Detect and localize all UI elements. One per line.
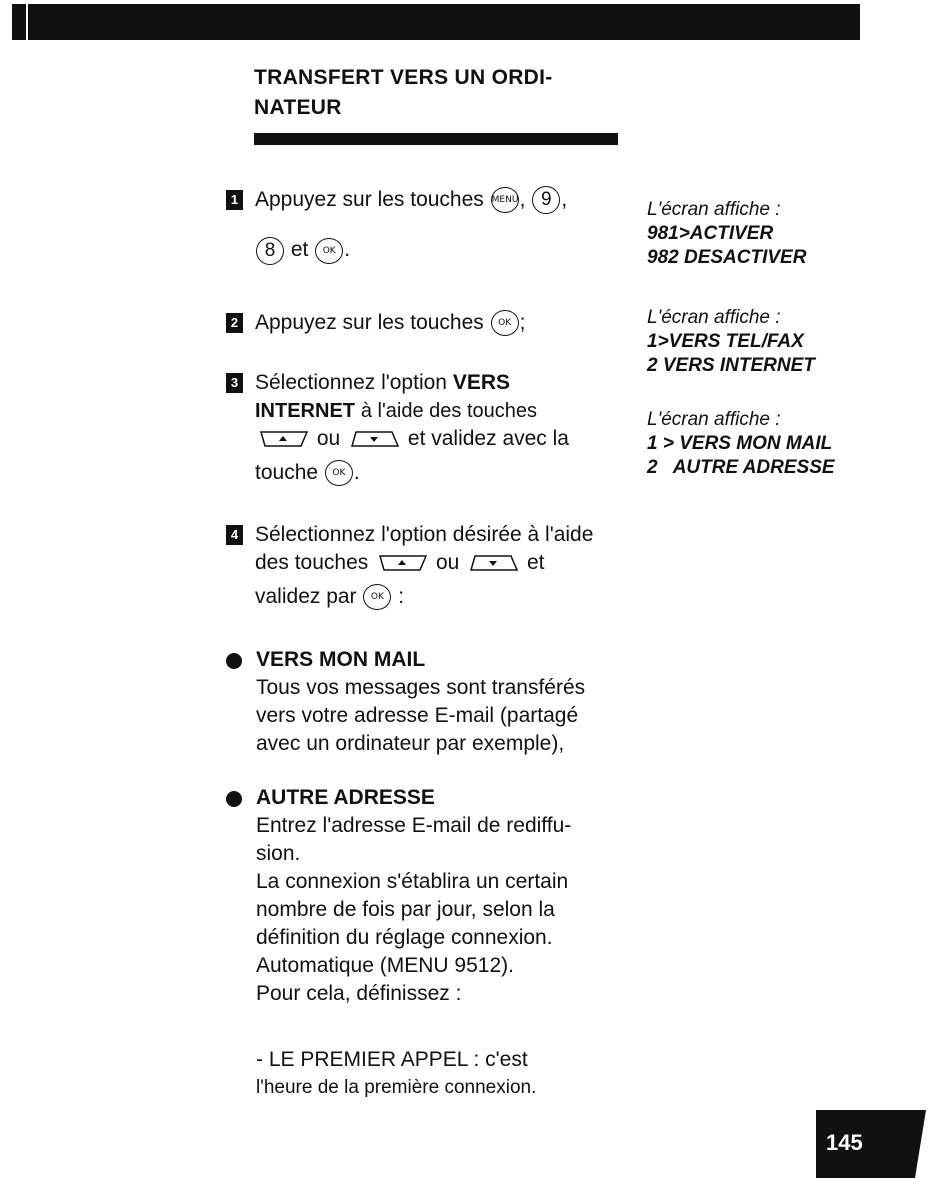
step-2 [226, 309, 626, 337]
option-line: Automatique (MENU 9512). [256, 954, 514, 977]
step-2-number: 2 [226, 313, 243, 333]
step-4-ou: ou [435, 551, 460, 574]
digit-8-key-icon: 8 [256, 237, 284, 265]
step-4-body [255, 521, 626, 617]
ok-key-icon: OK [315, 238, 343, 264]
option-line: sion. [256, 842, 301, 865]
step-4-et: et [526, 551, 545, 574]
option-autre-adresse [226, 784, 626, 1102]
title-underline-bar [254, 133, 618, 145]
step-1-et: et [290, 238, 309, 262]
step-4-text-c: validez par [255, 585, 357, 608]
step-3-text-d: touche [255, 461, 319, 484]
screen-value: 2 VERS INTERNET [647, 355, 815, 376]
screen-display-2 [647, 306, 907, 378]
section-title: TRANSFERT VERS UN ORDI- NATEUR [254, 66, 553, 119]
step-4-number: 4 [226, 525, 243, 545]
step-1-body: Appuyez sur les touches MENU, 9 , 8 et OK . [255, 186, 626, 265]
step-3-option-b: INTERNET [255, 400, 355, 422]
step-2-text: Appuyez sur les touches [255, 311, 484, 334]
ok-key-icon: OK [325, 460, 353, 486]
header-bar [12, 4, 860, 40]
option-autre-adresse-body [256, 784, 626, 1102]
option-vers-mon-mail-body [256, 646, 626, 758]
screen-value: 2 AUTRE ADRESSE [647, 457, 835, 478]
screen-label: L'écran affiche : [647, 409, 781, 430]
option-line: avec un ordinateur par exemple), [256, 732, 565, 755]
step-1-number: 1 [226, 190, 243, 210]
step-3-text-b: à l'aide des touches [360, 400, 538, 422]
bullet-icon [226, 791, 242, 807]
step-4-colon: : [398, 585, 405, 608]
digit-9-key-icon: 9 [532, 186, 560, 214]
step-1 [226, 186, 626, 265]
step-4-text-b: des touches [255, 551, 369, 574]
step-3-end: . [353, 461, 360, 484]
page-number: 145 [826, 1130, 863, 1155]
step-2-body [255, 309, 626, 337]
up-arrow-key-icon [376, 552, 428, 574]
screen-display-3 [647, 408, 907, 480]
option-line: Pour cela, définissez : [256, 982, 462, 1005]
option-heading: AUTRE ADRESSE [256, 786, 435, 809]
screen-label: L'écran affiche : [647, 307, 781, 328]
step-4 [226, 521, 626, 617]
step-3-option-a: VERS [452, 371, 511, 394]
down-arrow-key-icon [467, 552, 519, 574]
option-line: définition du réglage connexion. [256, 926, 553, 949]
step-3 [226, 369, 626, 493]
up-arrow-key-icon [257, 428, 309, 450]
step-3-number: 3 [226, 373, 243, 393]
screen-value: 1>VERS TEL/FAX [647, 331, 804, 352]
option-heading: VERS MON MAIL [256, 648, 426, 671]
screen-label: L'écran affiche : [647, 199, 781, 220]
step-1-text: Appuyez sur les touches [255, 188, 484, 211]
option-line: La connexion s'établira un certain [256, 870, 569, 893]
screen-display-1 [647, 198, 907, 270]
screen-value: 981>ACTIVER [647, 223, 774, 244]
bullet-icon [226, 653, 242, 669]
menu-key-icon: MENU [491, 187, 519, 213]
option-line: Entrez l'adresse E-mail de rediffu- [256, 814, 572, 837]
step-3-text-c: et validez avec la [407, 427, 569, 450]
step-2-semicolon: ; [519, 311, 526, 334]
step-3-body [255, 369, 626, 493]
screen-value: 982 DESACTIVER [647, 247, 807, 268]
option-line: nombre de fois par jour, selon la [256, 898, 555, 921]
ok-key-icon: OK [363, 584, 391, 610]
ok-key-icon: OK [491, 310, 519, 336]
step-3-ou: ou [316, 427, 341, 450]
header-bar-gap [26, 4, 28, 40]
step-3-text-a: Sélectionnez l'option [255, 371, 447, 394]
option-line: - LE PREMIER APPEL : c'est [256, 1048, 528, 1071]
option-vers-mon-mail [226, 646, 626, 758]
option-line: vers votre adresse E-mail (partagé [256, 704, 579, 727]
screen-value: 1 > VERS MON MAIL [647, 433, 833, 454]
step-4-text-a: Sélectionnez l'option désirée à l'aide [255, 523, 594, 546]
option-line: l'heure de la première connexion. [256, 1077, 537, 1098]
option-line: Tous vos messages sont transférés [256, 676, 586, 699]
down-arrow-key-icon [348, 428, 400, 450]
